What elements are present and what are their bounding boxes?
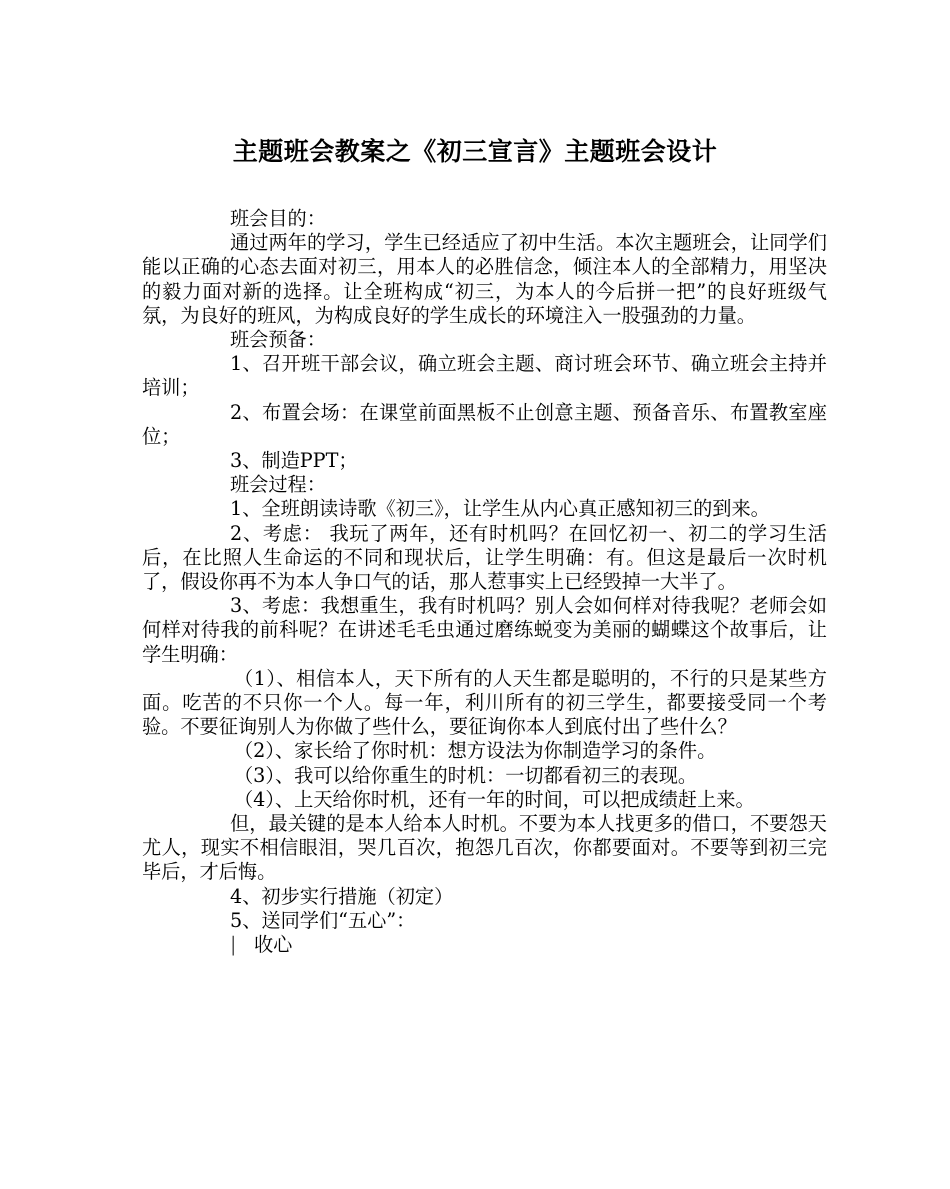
paragraph-purpose-heading: 班会目的： [230,207,326,230]
paragraph-process-5: 5、送同学们“五心”： [230,908,416,932]
paragraph-key-point: 但，最关键的是本人给本人时机。不要为本人找更多的借口，不要怨天尤人，现实不相信眼泪，哭几百次，抱怨几百次，你都要面对。不要等到初三完毕后，才后悔。 [142,812,827,884]
paragraph-process-heading: 班会过程： [230,473,326,497]
paragraph-preparation-heading: 班会预备： [230,328,326,352]
paragraph-purpose: 通过两年的学习，学生已经适应了初中生活。本次主题班会，让同学们能以正确的心态去面对初三，用本人的必胜信念，倾注本人的全部精力，用坚决的毅力面对新的选择。让全班构成“初三，为本人的今后拼一把”的良好班级气氛，为良好的班风，为构成良好的学生成长的环境注入一股强劲的力量。 [142,231,827,327]
paragraph-preparation-1: 1、召开班干部会议，确立班会主题、商讨班会环节、确立班会主持并培训； [142,352,827,400]
paragraph-process-4: 4、初步实行措施（初定） [230,884,454,908]
paragraph-preparation-2: 2、布置会场：在课堂前面黑板不止创意主题、预备音乐、布置教室座位； [142,400,827,448]
document-title: 主题班会教案之《初三宣言》主题班会设计 [232,137,718,166]
bullet-mark: | [230,933,237,957]
paragraph-subpoint-4: （4）、上天给你时机，还有一年的时间，可以把成绩赶上来。 [234,787,755,811]
list-item-text: 收心 [254,933,293,957]
paragraph-process-2: 2、考虑： 我玩了两年，还有时机吗？在回忆初一、初二的学习生活后，在比照人生命运的不同和现状后，让学生明确：有。但这是最后一次时机了，假设你再不为本人争口气的话，那人惹事实上已经毁掉一大半了。 [142,521,827,594]
paragraph-subpoint-2: （2）、家长给了你时机：想方设法为你制造学习的条件。 [234,739,717,763]
document-body [142,207,827,957]
paragraph-preparation-3: 3、制造PPT； [230,449,358,473]
list-item [142,933,827,957]
paragraph-subpoint-1: （1）、相信本人，天下所有的人天生都是聪明的，不行的只是某些方面。吃苦的不只你一个人。每一年，利川所有的初三学生，都要接受同一个考验。不要征询别人为你做了些什么，要征询你本人到底付出了些什么？ [142,666,827,739]
paragraph-subpoint-3: （3）、我可以给你重生的时机：一切都看初三的表现。 [234,763,698,787]
paragraph-process-1: 1、全班朗读诗歌《初三》，让学生从内心真正感知初三的到来。 [230,497,770,521]
paragraph-process-3: 3、考虑：我想重生，我有时机吗？别人会如何样对待我呢？老师会如何样对待我的前科呢？在讲述毛毛虫通过磨练蜕变为美丽的蝴蝶这个故事后，让学生明确： [142,594,827,666]
